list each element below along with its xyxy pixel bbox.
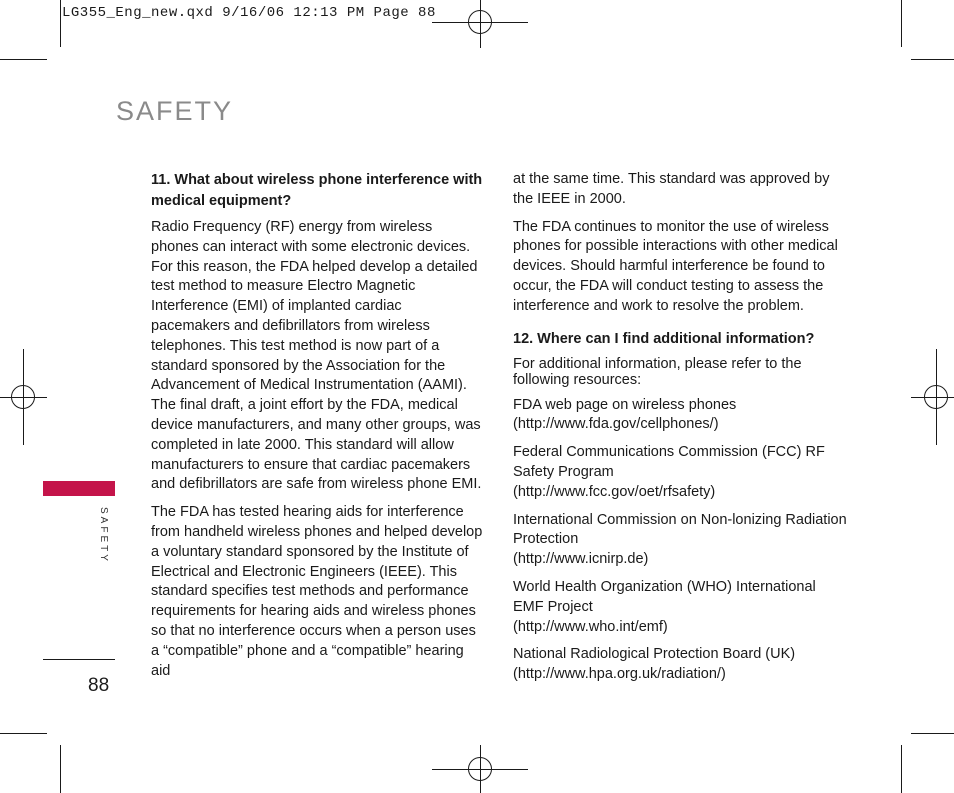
resource-url[interactable]: (http://www.hpa.org.uk/radiation/) [513,666,726,683]
resource-url[interactable]: (http://www.icnirp.de) [513,551,649,568]
section-tab [43,481,115,496]
resource-url[interactable]: (http://www.who.int/emf) [513,618,668,635]
resource-name: Federal Communications Commission (FCC) RF Safety Program [513,444,825,480]
crop-mark [901,0,902,47]
resource-item [513,511,848,570]
resource-item [513,578,848,637]
paragraph: The FDA continues to monitor the use of wireless phones for possible interactions with other medical devices. Should harmful interference be found to occur, the FDA will conduct testing to assess the interference and work to resolve the problem. [513,218,838,314]
registration-circle [11,385,35,409]
crop-mark [60,745,61,793]
paragraph: at the same time. This standard was approved by the IEEE in 2000. [513,171,830,207]
crop-mark [0,59,47,60]
crop-mark [911,59,954,60]
paragraph: For additional information, please refer to the following resources: [513,355,802,388]
registration-circle [468,10,492,34]
resource-name: FDA web page on wireless phones [513,396,737,413]
paragraph: Radio Frequency (RF) energy from wireless phones can interact with some electronic devices. For this reason, the FDA helped develop a detailed test method to measure Electro Magnetic Interference (EMI) of implanted cardiac pacemakers and defibrillators from wireless telephones. This test method is now part of a standard sponsored by the Association for the Advancement of Medical Instrumentation (AAMI). The final draft, a joint effort by the FDA, medical device manufacturers, and many other groups, was completed in late 2000. This standard will allow manufacturers to ensure that cardiac pacemakers and defibrillators are safe from wireless phone EMI. [151,219,482,493]
right-column [513,170,848,690]
section-title: SAFETY [116,96,234,126]
resource-item [513,443,848,502]
question-11-heading: 11. What about wireless phone interference with medical equipment? [151,172,483,209]
print-slug: LG355_Eng_new.qxd 9/16/06 12:13 PM Page 88 [62,5,436,21]
resource-name: National Radiological Protection Board (UK) [513,646,796,663]
crop-mark [911,733,954,734]
paragraph: The FDA has tested hearing aids for interference from handheld wireless phones and helped develop a voluntary standard sponsored by the Institute of Electrical and Electronic Engineers (IEEE). This standard specifies test methods and performance requirements for hearing aids and wireless phones so that no interference occurs when a person uses a “compatible” phone and a “compatible” hearing aid [151,504,483,679]
registration-circle [468,757,492,781]
left-column [151,170,483,689]
crop-mark [60,0,61,47]
resource-url[interactable]: (http://www.fcc.gov/oet/rfsafety) [513,483,716,500]
resource-item [513,396,848,436]
registration-circle [924,385,948,409]
resource-name: World Health Organization (WHO) International EMF Project [513,578,816,615]
crop-mark [901,745,902,793]
page-number: 88 [88,675,110,696]
side-section-label: SAFETY [98,507,109,564]
crop-mark [0,733,47,734]
resource-name: International Commission on Non-lonizing Radiation Protection [513,511,847,548]
divider [43,659,115,660]
question-12-heading: 12. Where can I find additional information? [513,330,815,347]
resource-item [513,645,848,685]
resource-url[interactable]: (http://www.fda.gov/cellphones/) [513,416,719,433]
